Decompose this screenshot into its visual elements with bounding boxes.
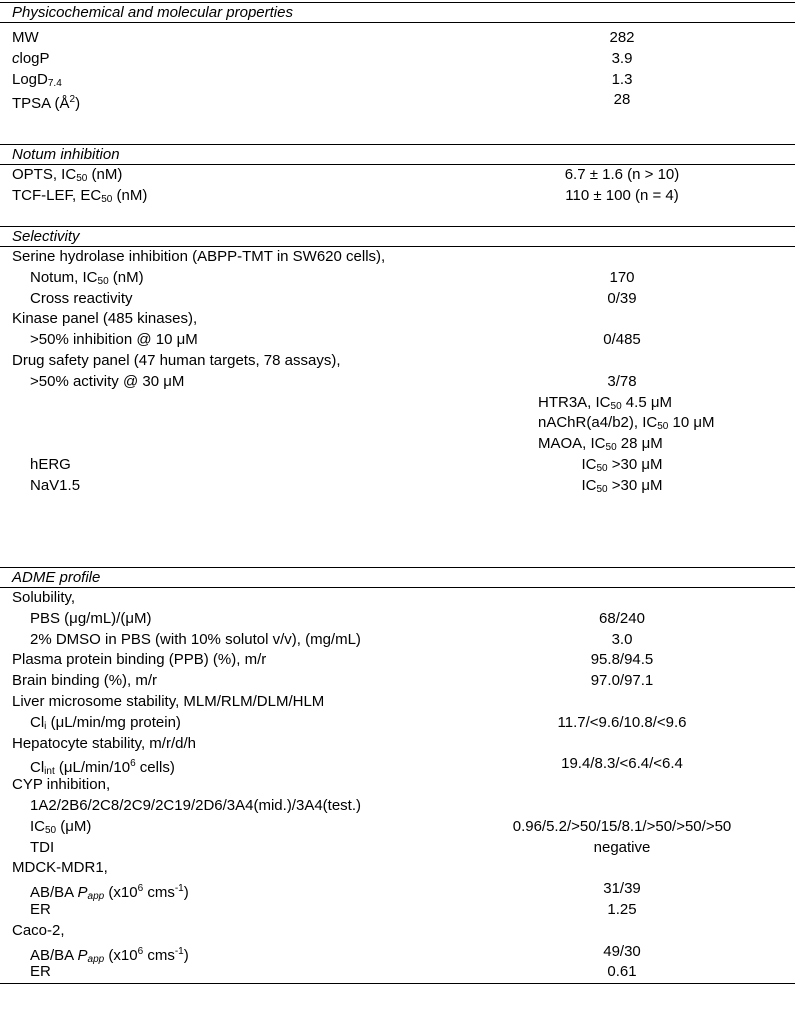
row-value: $IC_{50} >30$ μM — [581, 455, 663, 474]
row-label: TDI — [30, 838, 55, 856]
section-title: ADME profile — [0, 567, 795, 588]
row-label: 1A2/2B6/2C8/2C9/2C19/2D6/3A4(mid.)/3A4(test.) — [30, 796, 362, 814]
row-tcf-lef — [0, 186, 795, 207]
row-value: MAOA, $IC_{50}$ 28 μM — [538, 435, 663, 454]
row-mdck-er — [0, 900, 795, 921]
row-nav15 — [0, 476, 795, 497]
row-clint — [0, 754, 795, 778]
row-value: 28 — [613, 91, 631, 109]
row-herg — [0, 455, 795, 476]
row-label: $Cl_{int}$ ($\mu L/\min/10^6$ cells) — [30, 758, 175, 778]
row-label: 2% DMSO in PBS (with 10% solutol v/v), (mg/mL) — [30, 630, 361, 648]
row-value: 0.96/5.2/>50/15/8.1/>50/>50/>50 — [512, 817, 732, 835]
row-value: 31/39 — [603, 880, 641, 898]
row-cyp-list — [0, 796, 795, 817]
row-label: ER — [30, 900, 51, 918]
row-value: negative — [593, 838, 651, 856]
row-label: Hepatocyte stability, m/r/d/h — [12, 734, 196, 752]
row-label: TCF-LEF, $EC_{50}$ (nM) — [12, 186, 148, 205]
row-value: 110 ± 100 (n = 4) — [565, 186, 679, 204]
row-value: 6.7 ± 1.6 (n > 10) — [564, 166, 680, 183]
row-value: 19.4/8.3/<6.4/<6.4 — [561, 755, 683, 773]
row-mdck-papp — [0, 879, 795, 903]
row-value: 68/240 — [599, 609, 645, 627]
row-value: 11.7/<9.6/10.8/<9.6 — [557, 713, 687, 731]
row-nachr — [0, 413, 795, 434]
row-label: Notum, $IC_{50}$ (nM) — [30, 268, 144, 287]
section-title: Selectivity — [0, 226, 795, 247]
row-value: 3/78 — [607, 372, 637, 390]
row-label: Cross reactivity — [30, 289, 133, 307]
row-pbs — [0, 609, 795, 630]
row-label: OPTS, $IC_{50}$ (nM) — [12, 166, 123, 184]
row-label: Drug safety panel (47 human targets, 78 assays), — [12, 351, 341, 369]
row-label: AB/BA $P_{app}$ ($x10^6$ cms$^{-1}$) — [30, 883, 189, 903]
row-caco-er — [0, 962, 795, 983]
row-label: MDCK-MDR1, — [12, 859, 108, 877]
row-label: $Cl_i$ (μL/min/mg protein) — [30, 713, 181, 732]
row-cross-reactivity — [0, 289, 795, 310]
row-caco — [0, 921, 795, 942]
section-title: Physicochemical and molecular properties — [0, 2, 795, 23]
row-liver — [0, 692, 795, 713]
row-value: 1.3 — [611, 70, 633, 88]
row-label: Solubility, — [12, 589, 76, 606]
row-value: 0/39 — [607, 289, 637, 307]
row-label: Liver microsome stability, MLM/RLM/DLM/HLM — [12, 692, 325, 710]
row-value: 3.9 — [611, 49, 633, 67]
row-dmso — [0, 630, 795, 651]
row-label: hERG — [30, 455, 71, 473]
row-label: CYP inhibition, — [12, 776, 111, 794]
row-solubility — [0, 588, 795, 609]
row-value: 1.25 — [607, 900, 637, 918]
row-ppb — [0, 650, 795, 671]
row-htr3a — [0, 393, 795, 414]
row-value: 170 — [609, 268, 635, 286]
row-value: 0.61 — [607, 963, 637, 981]
row-label: Brain binding (%), m/r — [12, 672, 158, 690]
row-opts — [0, 165, 795, 186]
row-label: $IC_{50}$ (μM) — [30, 817, 92, 836]
row-serine — [0, 247, 795, 268]
row-drug-activity — [0, 372, 795, 393]
row-maoa — [0, 434, 795, 455]
row-value: $IC_{50} >30$ μM — [581, 476, 663, 495]
section-physicochemical — [0, 2, 795, 111]
row-kinase — [0, 309, 795, 330]
row-label: Kinase panel (485 kinases), — [12, 310, 198, 328]
row-cyp — [0, 775, 795, 796]
section-title: Notum inhibition — [0, 144, 795, 165]
section-selectivity — [0, 226, 795, 497]
row-kinase-inhibition — [0, 330, 795, 351]
row-cyp-ic50 — [0, 817, 795, 838]
row-value: 97.0/97.1 — [590, 672, 654, 690]
row-value: 0/485 — [603, 331, 641, 349]
row-notum-ic50 — [0, 268, 795, 289]
row-drug-safety — [0, 351, 795, 372]
row-cli — [0, 713, 795, 734]
row-label: Serine hydrolase inhibition (ABPP-TMT in SW620 cells), — [12, 248, 386, 265]
row-value: 95.8/94.5 — [590, 651, 654, 669]
row-label: ER — [30, 963, 51, 981]
row-value: 3.0 — [611, 630, 633, 648]
row-clogp — [0, 49, 795, 70]
row-tdi — [0, 838, 795, 859]
row-label: Caco-2, — [12, 921, 65, 939]
row-mdck — [0, 858, 795, 879]
section-notum-inhibition — [0, 144, 795, 207]
row-label: >50% inhibition @ 10 μM — [30, 331, 198, 349]
row-brain-binding — [0, 671, 795, 692]
row-caco-papp — [0, 942, 795, 963]
row-tpsa — [0, 90, 795, 111]
row-mw — [0, 28, 795, 49]
row-label: Plasma protein binding (PPB) (%), m/r — [12, 651, 267, 669]
row-value: HTR3A, $IC_{50}$ 4.5 μM — [538, 393, 672, 412]
row-hepatocyte — [0, 734, 795, 755]
row-value: nAChR(a4/b2), $IC_{50}$ 10 μM — [538, 414, 715, 433]
row-value: 282 — [609, 29, 635, 46]
row-label: PBS (μg/mL)/(μM) — [30, 609, 152, 627]
row-label: AB/BA $P_{app}$ ($x10^6$ cms$^{-1}$) — [30, 945, 189, 965]
row-label: NaV1.5 — [30, 476, 81, 494]
row-label: clogP — [12, 49, 50, 67]
row-label: TPSA $(Å^2)$ — [12, 94, 81, 113]
row-label: LogD$_{7.4}$ — [12, 70, 62, 89]
row-label: MW — [12, 29, 39, 46]
row-value: 49/30 — [603, 942, 641, 960]
section-adme — [0, 567, 795, 984]
row-label: >50% activity @ 30 μM — [30, 372, 185, 390]
row-logd — [0, 70, 795, 91]
